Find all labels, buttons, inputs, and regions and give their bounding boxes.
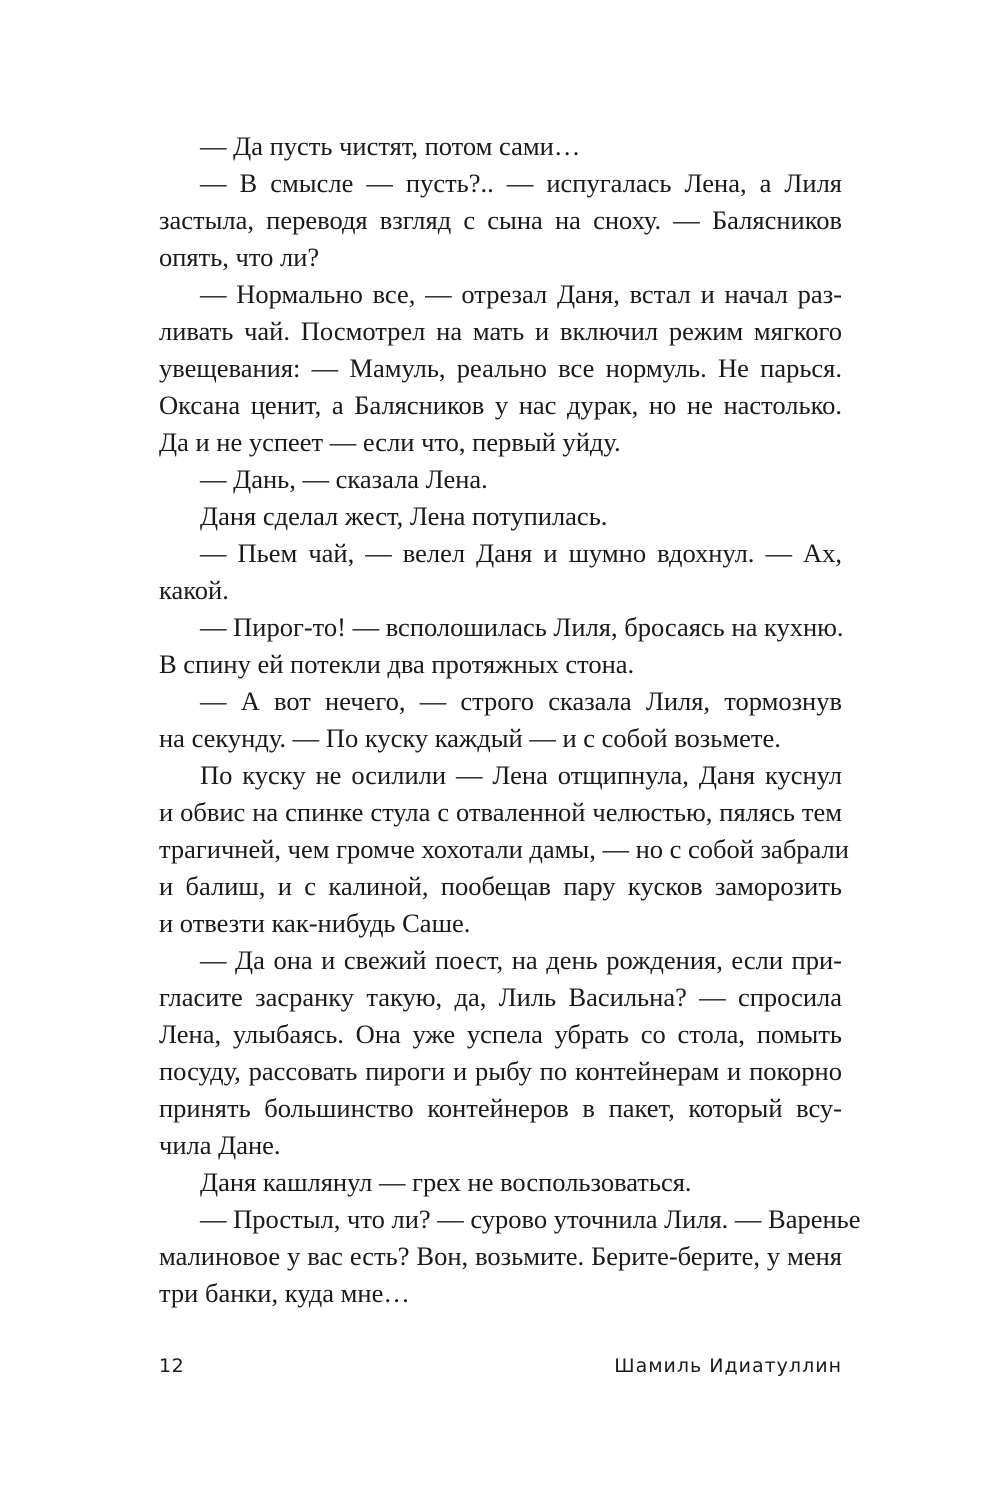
paragraph (159, 128, 842, 165)
text-line: трагичней, чем громче хохотали дамы, — но с собой забрали (159, 834, 849, 864)
text-line: — Пьем чай, — велел Даня и шумно вдохнул. — Ах, (200, 538, 842, 568)
text-line: ливать чай. Посмотрел на мать и включил режим мягкого (159, 316, 842, 346)
paragraph (159, 498, 842, 535)
paragraph (159, 165, 842, 276)
page-footer (159, 1355, 842, 1385)
text-line: опять, что ли? (159, 242, 320, 272)
text-line: Даня кашлянул — грех не воспользоваться. (200, 1167, 692, 1197)
text-line: — Дань, — сказала Лена. (200, 464, 488, 494)
text-line: В спину ей потекли два протяжных стона. (159, 649, 635, 679)
paragraph (159, 942, 842, 1164)
text-line: три банки, куда мне… (159, 1278, 410, 1308)
text-line: — В смысле — пусть?.. — испугалась Лена, а Лиля (200, 168, 842, 198)
text-line: — Простыл, что ли? — сурово уточнила Лиля. — Варенье (200, 1204, 861, 1234)
paragraph (159, 609, 842, 683)
paragraph (159, 757, 849, 942)
text-line: и отвезти как-нибудь Саше. (159, 908, 471, 938)
text-line: Да и не успеет — если что, первый уйду. (159, 427, 621, 457)
paragraph (159, 683, 842, 757)
page-number: 12 (159, 1355, 185, 1377)
text-line: застыла, переводя взгляд с сына на сноху. — Балясников (159, 205, 842, 235)
paragraph (159, 1164, 842, 1201)
body-text (159, 128, 861, 1312)
text-line: — А вот нечего, — строго сказала Лиля, тормознув (200, 686, 842, 716)
text-line: на секунду. — По куску каждый — и с собой возьмете. (159, 723, 781, 753)
author-name: Шамиль Идиатуллин (614, 1355, 842, 1377)
paragraph (159, 461, 842, 498)
text-line: и балиш, и с калиной, пообещав пару кусков заморозить (159, 871, 842, 901)
text-line: Даня сделал жест, Лена потупилась. (200, 501, 608, 531)
text-line: — Да пусть чистят, потом сами… (200, 131, 581, 161)
text-line: гласите засранку такую, да, Лиль Васильна? — спросила (159, 982, 842, 1012)
paragraph (159, 535, 842, 609)
text-line: — Нормально все, — отрезал Даня, встал и начал раз- (200, 279, 842, 309)
text-line: чила Дане. (159, 1130, 281, 1160)
paragraph (159, 1201, 861, 1312)
text-line: увещевания: — Мамуль, реально все нормуль. Не парься. (159, 353, 842, 383)
text-line: посуду, рассовать пироги и рыбу по контейнерам и покорно (159, 1056, 842, 1086)
paragraph (159, 276, 842, 461)
text-line: — Да она и свежий поест, на день рождения, если при- (200, 945, 842, 975)
text-line: принять большинство контейнеров в пакет, который всу- (159, 1093, 842, 1123)
text-line: Оксана ценит, а Балясников у нас дурак, но не настолько. (159, 390, 842, 420)
text-line: — Пирог-то! — всполошилась Лиля, бросаясь на кухню. (200, 612, 844, 642)
text-line: По куску не осилили — Лена отщипнула, Даня куснул (200, 760, 842, 790)
text-line: какой. (159, 575, 229, 605)
text-line: Лена, улыбаясь. Она уже успела убрать со стола, помыть (159, 1019, 842, 1049)
text-line: малиновое у вас есть? Вон, возьмите. Берите-берите, у меня (159, 1241, 842, 1271)
text-line: и обвис на спинке стула с отваленной челюстью, пялясь тем (159, 797, 842, 827)
